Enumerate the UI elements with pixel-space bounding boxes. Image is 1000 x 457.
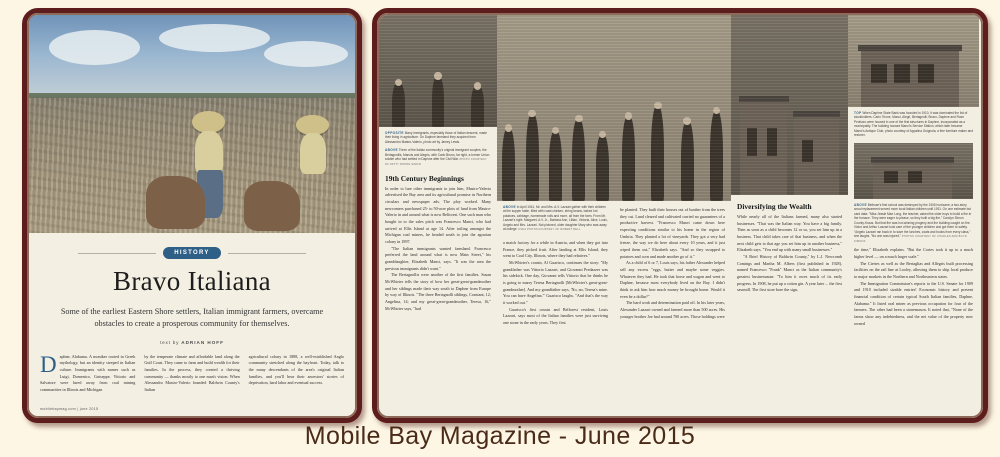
photo-lazzari-family-supper xyxy=(497,15,614,201)
left-column-2: by the temperate climate and affordable land along the Gulf Coast. They came to farm and build wealth for their families. In the process, they created a thriving community — thanks mostly to one man's vision. When Alessandro Mastro-Valerio founded Baldwin County's Italian xyxy=(144,353,240,393)
rule-left xyxy=(78,253,156,254)
caption-label: ABOVE xyxy=(385,148,398,153)
paragraph: McWhirter's cousin, Al Guarisco, continues the story: "My grandfather was Vittorio Lazzari, and Giovanni Predazzer was his sidekick. One day, Giovanni tells Vittorio that he thinks he is going to marry Teresa Bertagnolli [McWhirter's great-great-grandmother]. And my grandfather says, 'No, no, Teresa's mine. You can have Angelina.'" Guarisco laughs. "And that's the way it worked out." xyxy=(503,259,608,305)
building-shape xyxy=(794,116,838,195)
rule-right xyxy=(228,253,306,254)
caption-credit: PHOTOS COURTESY OF CHARLES AND BOYD SIMONS xyxy=(854,235,967,243)
paragraph: The hard work and determination paid off. In his later years, Alexander Lazzari owned and farmed more than 500 acres. His younger brother Joe had around 700 acres. Those holdings were xyxy=(620,300,725,319)
folio: mobilebaymag.com | june 2015 xyxy=(40,407,99,411)
farmer-hat xyxy=(296,115,329,135)
caption-above-c2 xyxy=(497,201,614,232)
farmer-torso xyxy=(300,133,326,174)
paragraph: The Immigration Commission's reports to the U.S. Senate for 1909 and 1910 included sizable entries! Economic history and present financial condition of certain typical South Italian families, Daphne, Alabama." It listed oral miner as previous occupation for four of the farmers. The other had been a stonemason. It noted that, "None of the farms show any indebtedness, and the net value of the property now owned xyxy=(854,280,973,326)
article-deck: Some of the earliest Eastern Shore settlers, Italian immigrant farmers, overcame obstacles to create a prosperous community for themselves. xyxy=(60,307,324,329)
caption-label: TOP xyxy=(854,111,862,115)
heading-diversifying-the-wealth: Diversifying the Wealth xyxy=(737,202,812,211)
paragraph: "A Brief History of Baldwin County," by L.J. Newcomb Comings and Martha M. Albers (first published in 1928), named Francesco "Frank" Manci as the Italian community's greatest businessman: "To him it owes much of its early progress. In 1908, he put up a cotton gin. A year later ... the first sawmill. The first store bore the sign, xyxy=(737,254,842,293)
left-columns xyxy=(40,351,344,394)
right-column-1 xyxy=(379,15,497,416)
right-column-4 xyxy=(731,15,848,416)
mule-shape xyxy=(244,181,299,231)
right-page xyxy=(372,8,988,423)
paragraph: Guarisco's first cousin and Belforest resident, Louis Lazzari, says most of the Italian families were just surviving one stone in the early years. They first xyxy=(503,306,608,326)
paragraph: "The Italian immigrants wanted farmland. Francesco preferred the land around what is now Main Street," his granddaughter, Elizabeth Manci, says. "It was the area the previous immigrants didn't want." xyxy=(385,245,491,271)
right-col-5-text xyxy=(848,247,979,327)
mule-shape xyxy=(146,176,205,228)
building-shape xyxy=(873,162,952,199)
caption-above-c1 xyxy=(379,144,497,166)
byline xyxy=(29,340,355,345)
heading-19th-century-beginnings: 19th Century Beginnings xyxy=(385,173,464,183)
photo-storefront xyxy=(731,15,848,195)
right-col-2-text xyxy=(497,240,614,327)
drop-cap: D xyxy=(40,351,57,377)
page-title: Bravo Italiana xyxy=(113,266,271,296)
lead-photo-farmers-field xyxy=(29,15,355,233)
right-column-3 xyxy=(614,15,731,416)
building-shape xyxy=(740,101,787,195)
bottom-caption: Mobile Bay Magazine - June 2015 xyxy=(304,422,696,450)
right-col-3-text xyxy=(614,207,731,320)
caption-text: Many immigrants, especially those of Italian descent, made their living in agriculture. On Daphne farmland they acquired from Alessandro Mastro-Valerio, photo art by Jamey Lewis. xyxy=(385,131,487,144)
section-kicker: HISTORY xyxy=(163,247,220,259)
paragraph: While nearly all of the Italians farmed, many also started businesses. "That was the Italian way. You have a big family. Then as soon as a child becomes 12 or so, you set him up in a business. That child takes care of that business, and when the next child gets to that age you set him up in another business," Elizabeth says. "You end up with many small businesses." xyxy=(737,214,842,253)
left-page-inner xyxy=(27,13,357,418)
left-page xyxy=(22,8,362,423)
right-page-columns xyxy=(379,15,981,416)
kicker-wrap xyxy=(29,247,355,259)
cloud-shape xyxy=(49,30,140,65)
caption-text: Three of the Italian community's original immigrant couples, the Bertagnollis, Mancis and Alegris, with Carlo Bruno, far right, a former Union soldier who had settled in Daphne after the Civil War. xyxy=(385,148,490,162)
paragraph: be planted. They built their houses out of lumber from the trees they cut. Land cleared and cultivated carried no guarantees of a productive harvest. "Francesco Manci came down here expecting conditions similar to his home in the region of Umbria. They planted a lot of vineyards. They got a very bad freeze, the way we do here about every 10 years, and it just wiped them out," Elizabeth says. "And so they swapped to potatoes and corn and made another go of it." xyxy=(620,207,725,259)
article-body xyxy=(29,233,355,416)
caption-credit: USDA PHOTO/COURTESY OF ROBERT BELL xyxy=(518,228,581,232)
photo-family-group xyxy=(614,15,731,201)
left-column-3: agricultural colony in 1888, a well-established Anglo community stretched along the bayfront. Today, talk to the many descendants of the area's original Italian families, and you'll hear their ancestors' stories of deprivation, hard labor and eventual success. xyxy=(248,353,344,386)
paragraph: The Bertagnollis were another of the first families. Susan McWhirter tells the story of how her great-great-grandmother and her siblings made their way south to Daphne from Europe by way of Illinois. "The three Bertagnolli siblings, Constant, 12; Angelina, 14; and my great-great-grandmother, Teresa, 16," McWhirter says, "had xyxy=(385,272,491,311)
byline-prefix: text by xyxy=(160,339,180,345)
caption-text: When Daphne State Bank was founded in 1910, it was dominated the list of stockholders: Carlo Trione, Manci, Alegri, Bertagnolli, Bruno, Daphne and Rose Pedrizzo were housed in one of the first structures in Daphne, incorporated as a municipality. The building housed Manci's Service Station, which later became Manci's Antique Club, photo courtesy of Appalina Guignola, a fine furniture maker and restorer. xyxy=(854,111,973,138)
farmer-torso xyxy=(195,131,223,175)
right-column-5 xyxy=(848,15,979,416)
right-col-4-text xyxy=(731,214,848,294)
caption-top-c5 xyxy=(848,107,979,138)
caption-label: ABOVE xyxy=(503,205,516,209)
caption-credit: PHOTO COURTESY OF PATTY RHONE SIMON xyxy=(385,158,487,166)
caption-text: In April 1941, Mr. and Mrs. A.V. Lazzari gather with their children at the supper table, filled with roast chicken, string beans, baked hot potatoes, cabbage, homemade rolls and more, all from the farm. From Mr. Lazzari's right: Margaret, A.V. Jr., Barbara Ann, Lillian, Victoria, Alice, Louis, Angelo and Mrs. Lazzari. Not pictured, older daughter Mary who was away at college. xyxy=(503,205,608,232)
caption-text: Bellrose's first school was destroyed by the 1906 hurricane; a two-story wood replacement served more local Italian children until 1931. On one estimate but card data: "Miss Jessie Mae Long, the teacher, asked the older boys to build a fire in the furnace. They were eager to please, so they built a big fire," Carolyn Simon County-Kraus. But that fire was hot-winning progeny and the building caught on fire. Victor and Arthur Lazzari took care of the younger children and got them to safety. "Angelo Lazzari ran back in to save the lunches, coats and books from every class," she laughs. "No one was injured." xyxy=(854,202,972,239)
photo-daphne-farmland xyxy=(379,15,497,127)
photo-figures xyxy=(497,78,614,201)
caption-opposite xyxy=(379,127,497,144)
paragraph: The Ciertes as well as the Bertaglias and Allegris built processing facilities on the rail line at Loxley, allowing them to ship local produce to major markets in the Northern and Northeastern states. xyxy=(854,260,973,279)
left-column-1 xyxy=(40,351,136,394)
photo-belforest-school xyxy=(854,143,973,199)
right-page-inner xyxy=(377,13,983,418)
caption-label: ABOVE xyxy=(854,202,867,207)
photo-figures xyxy=(379,46,497,127)
paragraph: the time," Elizabeth explains. "But the Cortes took it up to a much higher level — on a much larger scale." xyxy=(854,247,973,259)
building-shape xyxy=(861,50,959,107)
right-col-1-text xyxy=(379,186,497,313)
cloud-shape xyxy=(159,24,270,52)
byline-author: ADRIAN HOFF xyxy=(181,339,224,345)
caption-above-c5 xyxy=(848,199,979,244)
paragraph: In order to lure other immigrants to join him, Mastro-Valerio advertised the Bay area and its agricultural promise in Northern circulars and newspaper ads. The ploy worked. Many newcomers purchased 25- to 50-acre plots of land from Mastro-Valerio in and around what is now Belforest. One such man who bought in to the sales pitch was Francesco Manci, who had arrived at Ellis Island at age 14. After toiling amongst the Michigan coal miners, he headed south to join the agrarian colony in 1897. xyxy=(385,185,491,244)
farmer-hat xyxy=(192,111,225,133)
right-column-2 xyxy=(497,15,614,416)
photo-daphne-state-bank xyxy=(848,15,979,107)
paragraph: a match factory for a while in Austria, and when they got into France, they picked fruit. After landing at Ellis Island, they went to Coal City, Illinois, where they had relatives." xyxy=(503,239,608,259)
caption-label: OPPOSITE xyxy=(385,131,404,135)
paragraph: As a child of 6 or 7, Louis says, his father Alexander helped sell any excess "eggs, butter and maybe some veggies. Whatever they had. He took that horse and wagon and went to Daphne, because most everybody lived on the Bay. I didn't think to ask him how much money he brought home. Would it even be a dollar?" xyxy=(620,260,725,299)
left-col-1-text: aphne, Alabama. A moniker rooted in Greek mythology, but an identity steeped in Italian culture. Immigrants with names such as Luigi, Domenico, Guiseppe, Vittorio and Salvatore were lured away from coal mining communities in Illinois and Michigan xyxy=(40,353,136,393)
photo-figures xyxy=(614,71,731,201)
